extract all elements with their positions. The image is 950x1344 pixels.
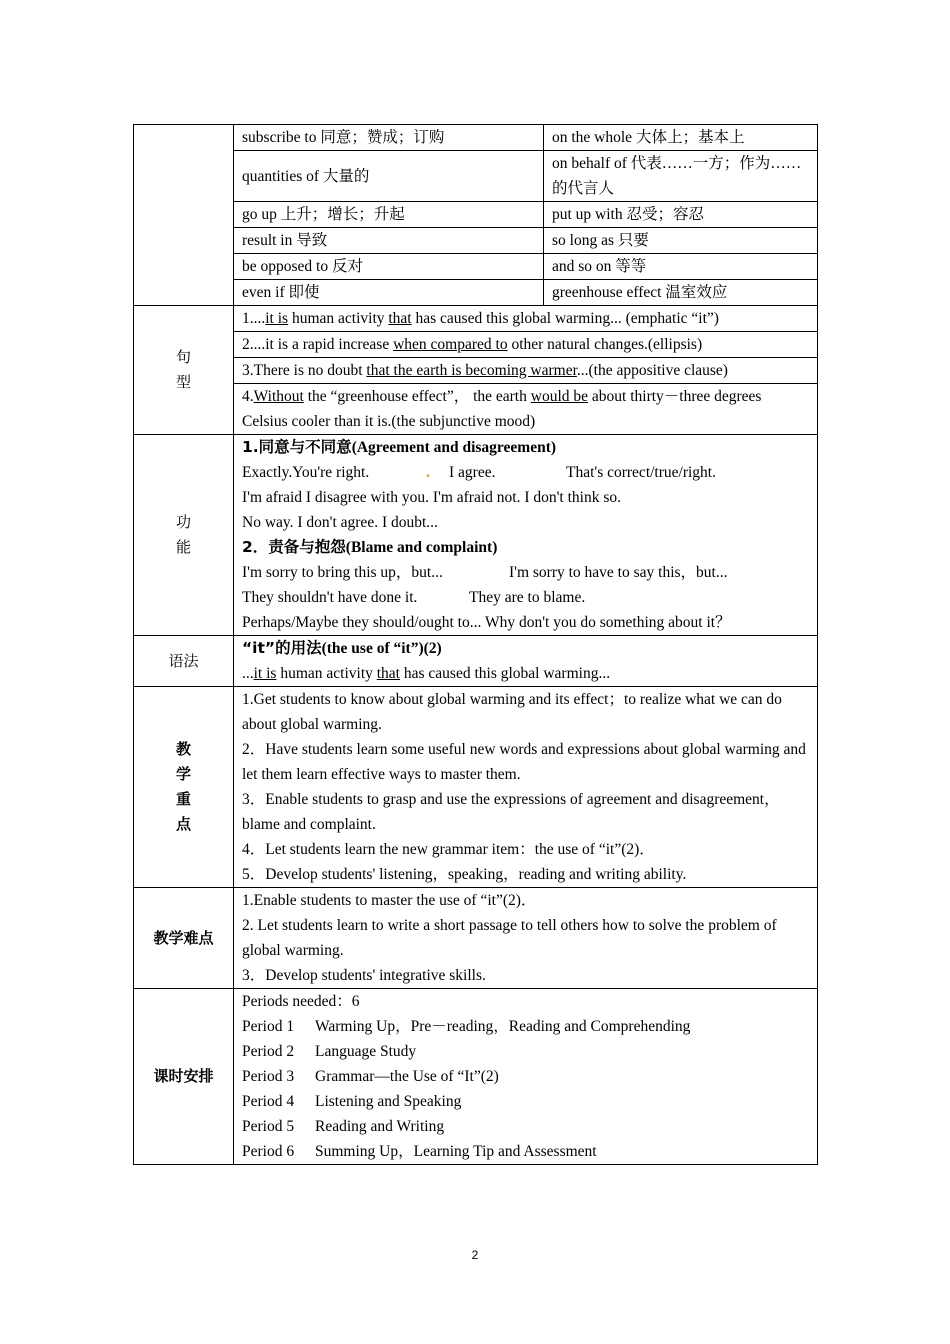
key-points-label-char: 教 [175, 740, 191, 758]
grammar-content [234, 636, 818, 687]
sentence-4: 4.Without the “greenhouse effect”， the earth would be about thirty－three degrees Celsius cooler than it is.(the subjunctive mood) [234, 384, 818, 435]
function-line: They shouldn't have done it. They are to blame. [242, 589, 586, 606]
sentence-row [134, 384, 818, 435]
list-item: 1.Get students to know about global warming and its effect；to realize what we can do about global warming. [242, 691, 782, 733]
vocab-cell: be opposed to 反对 [234, 254, 544, 280]
vocab-cell: on the whole 大体上；基本上 [544, 125, 818, 151]
grammar-heading: “it”的用法(the use of “it”)(2) [242, 639, 442, 657]
key-points-label-char: 点 [175, 815, 191, 833]
vocab-cell: and so on 等等 [544, 254, 818, 280]
vocab-row [134, 280, 818, 306]
key-points-label [134, 687, 234, 888]
schedule-period: Period 1 Warming Up，Pre－reading，Reading and Comprehending [242, 1018, 691, 1035]
sentence-row [134, 332, 818, 358]
function-row [134, 435, 818, 636]
function-line: Exactly.You're right. . I agree. That's correct/true/right. [242, 460, 809, 485]
sentence-row [134, 358, 818, 384]
page-number: 2 [471, 1248, 479, 1262]
vocab-cell: quantities of 大量的 [234, 151, 544, 202]
list-item: 2. Let students learn to write a short passage to tell others how to solve the problem of global warming. [242, 917, 777, 959]
sentence-3: 3.There is no doubt that the earth is becoming warmer...(the appositive clause) [234, 358, 818, 384]
schedule-period: Period 5 Reading and Writing [242, 1118, 445, 1135]
difficulties-row [134, 888, 818, 989]
vocab-cell: greenhouse effect 温室效应 [544, 280, 818, 306]
list-item: 3．Enable students to grasp and use the expressions of agreement and disagreement，blame and complaint. [242, 791, 780, 833]
key-points-row [134, 687, 818, 888]
vocab-cell: even if 即使 [234, 280, 544, 306]
schedule-period: Period 6 Summing Up，Learning Tip and Assessment [242, 1143, 597, 1160]
decorative-dot: . [426, 464, 430, 481]
vocab-cell: go up 上升；增长；升起 [234, 202, 544, 228]
schedule-row [134, 989, 818, 1165]
schedule-period: Period 3 Grammar—the Use of “It”(2) [242, 1068, 499, 1085]
function-content [234, 435, 818, 636]
sentence-1: 1....it is human activity that has caused this global warming... (emphatic “it”) [234, 306, 818, 332]
sentence-2: 2....it is a rapid increase when compared to other natural changes.(ellipsis) [234, 332, 818, 358]
schedule-period: Period 4 Listening and Speaking [242, 1093, 462, 1110]
list-item: 2．Have students learn some useful new words and expressions about global warming and let them learn effective ways to master them. [242, 741, 806, 783]
function-line: Perhaps/Maybe they should/ought to... Why don't you do something about it？ [242, 614, 731, 631]
vocab-row [134, 202, 818, 228]
vocab-row [134, 254, 818, 280]
key-points-label-char: 重 [175, 790, 191, 808]
function-heading-2: 2．责备与抱怨(Blame and complaint) [242, 538, 498, 556]
list-item: 3．Develop students' integrative skills. [242, 967, 486, 984]
sentence-label-char: 型 [175, 373, 191, 391]
function-label [134, 435, 234, 636]
vocab-row [134, 125, 818, 151]
function-line: I'm sorry to bring this up，but... I'm sorry to have to say this，but... [242, 564, 728, 581]
function-label-char: 能 [175, 538, 191, 556]
difficulties-label: 教学难点 [134, 888, 234, 989]
list-item: 5．Develop students' listening，speaking，reading and writing ability. [242, 866, 687, 883]
vocab-cell: put up with 忍受；容忍 [544, 202, 818, 228]
function-line: I'm afraid I disagree with you. I'm afraid not. I don't think so. [242, 489, 621, 506]
list-item: 4．Let students learn the new grammar item：the use of “it”(2)． [242, 841, 655, 858]
schedule-label: 课时安排 [134, 989, 234, 1165]
vocab-cell: on behalf of 代表……一方；作为……的代言人 [544, 151, 818, 202]
vocab-cell: result in 导致 [234, 228, 544, 254]
vocab-cell: subscribe to 同意；赞成；订购 [234, 125, 544, 151]
function-line: No way. I don't agree. I doubt... [242, 514, 438, 531]
function-heading-1: 1.同意与不同意(Agreement and disagreement) [242, 438, 557, 456]
vocab-label-cell [134, 125, 234, 306]
vocab-row [134, 228, 818, 254]
grammar-row [134, 636, 818, 687]
grammar-example: ...it is human activity that has caused this global warming... [242, 665, 611, 682]
lesson-plan-table [133, 124, 818, 1165]
difficulties-content [234, 888, 818, 989]
sentence-row [134, 306, 818, 332]
grammar-label: 语法 [134, 636, 234, 687]
key-points-content [234, 687, 818, 888]
sentence-label [134, 306, 234, 435]
schedule-period: Period 2 Language Study [242, 1043, 417, 1060]
list-item: 1.Enable students to master the use of “it”(2)． [242, 892, 537, 909]
key-points-label-char: 学 [175, 765, 191, 783]
schedule-content [234, 989, 818, 1165]
function-label-char: 功 [175, 513, 191, 531]
sentence-label-char: 句 [175, 348, 191, 366]
vocab-cell: so long as 只要 [544, 228, 818, 254]
vocab-row [134, 151, 818, 202]
schedule-intro: Periods needed：6 [242, 993, 360, 1010]
